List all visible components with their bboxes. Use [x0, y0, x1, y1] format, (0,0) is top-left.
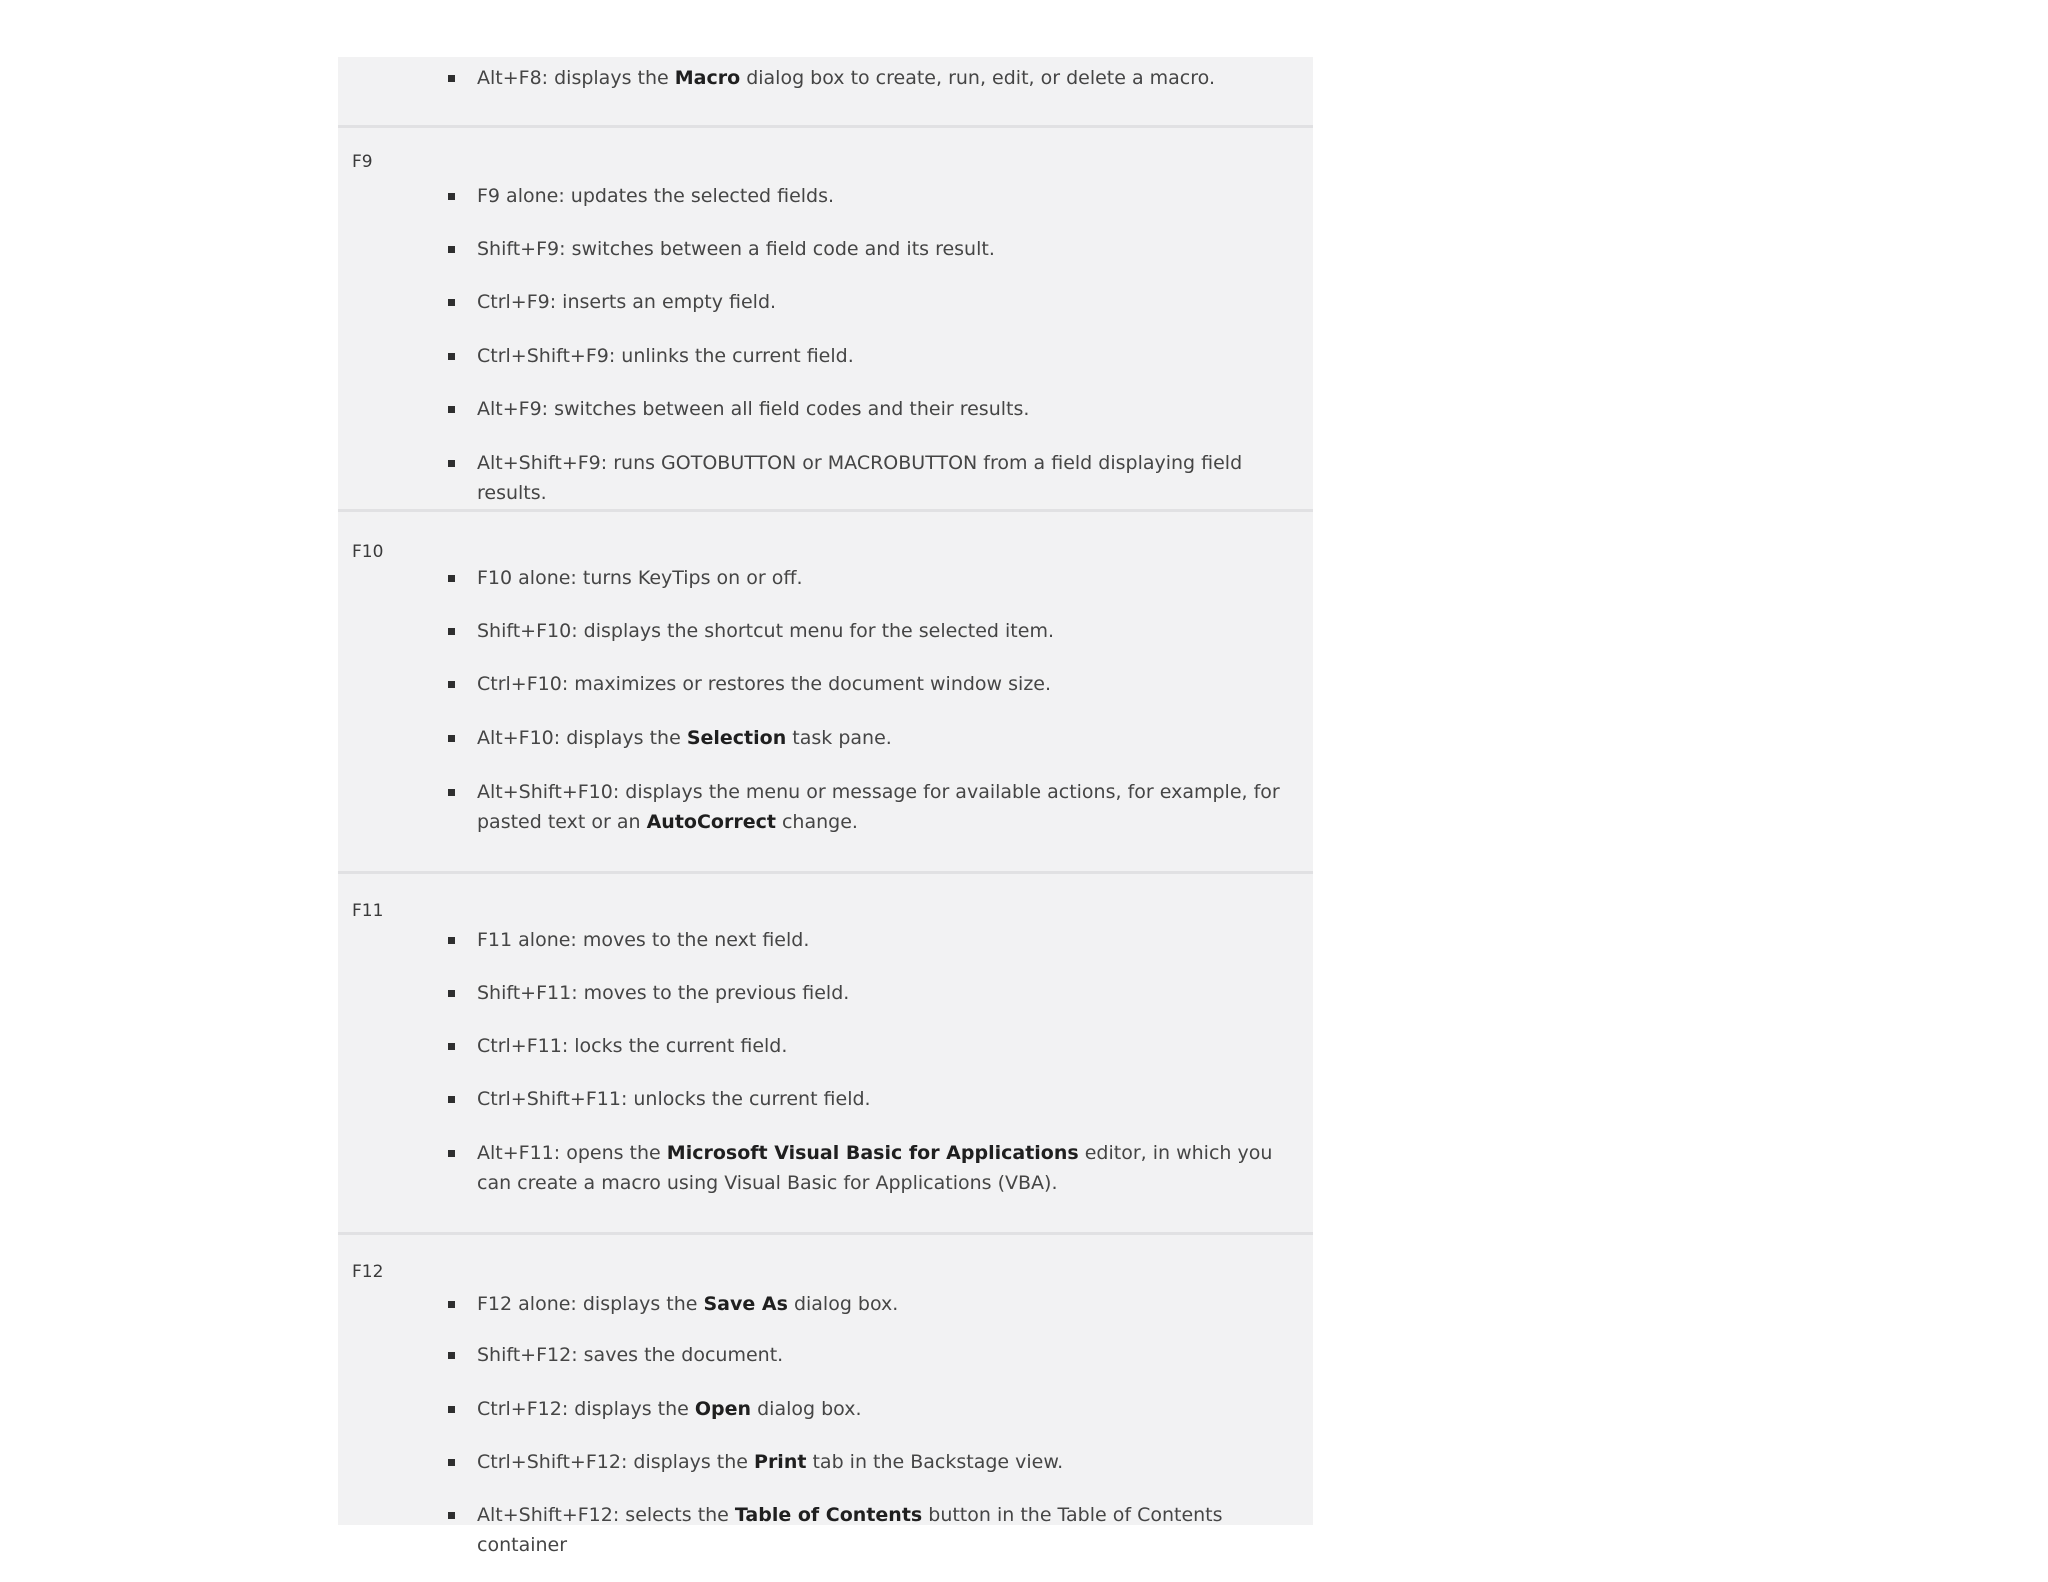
bullet-icon [448, 937, 455, 944]
bullet-icon [448, 299, 455, 306]
bullet-icon [448, 1043, 455, 1050]
bullet-icon [448, 193, 455, 200]
bullet-icon [448, 406, 455, 413]
bullet-icon [448, 628, 455, 635]
bullet-icon [448, 246, 455, 253]
bullet-icon [448, 735, 455, 742]
table-row-f8: Alt+F8: displays the Macro dialog box to create, run, edit, or delete a macro. [338, 57, 1313, 128]
bullet-icon [448, 1352, 455, 1359]
row-key-label: F11 [352, 901, 384, 921]
bullet-icon [448, 1512, 455, 1519]
bullet-icon [448, 575, 455, 582]
row-key-label: F10 [352, 542, 384, 562]
bullet-icon [448, 1406, 455, 1413]
table-row-f12: F12 F12 alone: displays the Save As dialog box. Shift+F12: saves the document. Ctrl+F12: displays the Open dialog box. Ctrl+Shift+F12: displays the Print tab in the Backstage view. Alt+Shift+F12: selects the Table of Contents button in the Table of Contents container [352, 1262, 1223, 1556]
bullet-icon [448, 789, 455, 796]
table-row-f11: F11 F11 alone: moves to the next field. Shift+F11: moves to the previous field. Ctrl+F11: locks the current field. Ctrl+Shift+F11: unlocks the current field. Alt+F11: opens the Microsoft Visual Basic for Applications editor, in which you can create a macro using Visual Basic for Applications (VBA). [338, 874, 1313, 1235]
bullet-icon [448, 1459, 455, 1466]
bullet-icon [448, 1096, 455, 1103]
shortcut-table [338, 57, 1313, 1556]
bullet-icon [448, 681, 455, 688]
table-row-f10: F10 F10 alone: turns KeyTips on or off. Shift+F10: displays the shortcut menu for the selected item. Ctrl+F10: maximizes or restores the document window size. Alt+F10: displays the Selection task pane. Alt+Shift+F10: displays the menu or message for available actions, for example, for pasted text or an AutoCorrect change. [338, 512, 1313, 874]
row-key-label: F9 [352, 152, 373, 172]
row-key-label: F12 [352, 1262, 384, 1282]
bullet-icon [448, 1150, 455, 1157]
table-row-f9: F9 F9 alone: updates the selected fields. Shift+F9: switches between a field code and its result. Ctrl+F9: inserts an empty field. Ctrl+Shift+F9: unlinks the current field. Alt+F9: switches between all field codes and their results. Alt+Shift+F9: runs GOTOBUTTON or MACROBUTTON from a field displaying field results. [338, 128, 1313, 512]
bullet-icon [448, 990, 455, 997]
bullet-icon [448, 1301, 455, 1308]
bullet-icon [448, 353, 455, 360]
bullet-icon [448, 75, 455, 82]
bullet-icon [448, 460, 455, 467]
